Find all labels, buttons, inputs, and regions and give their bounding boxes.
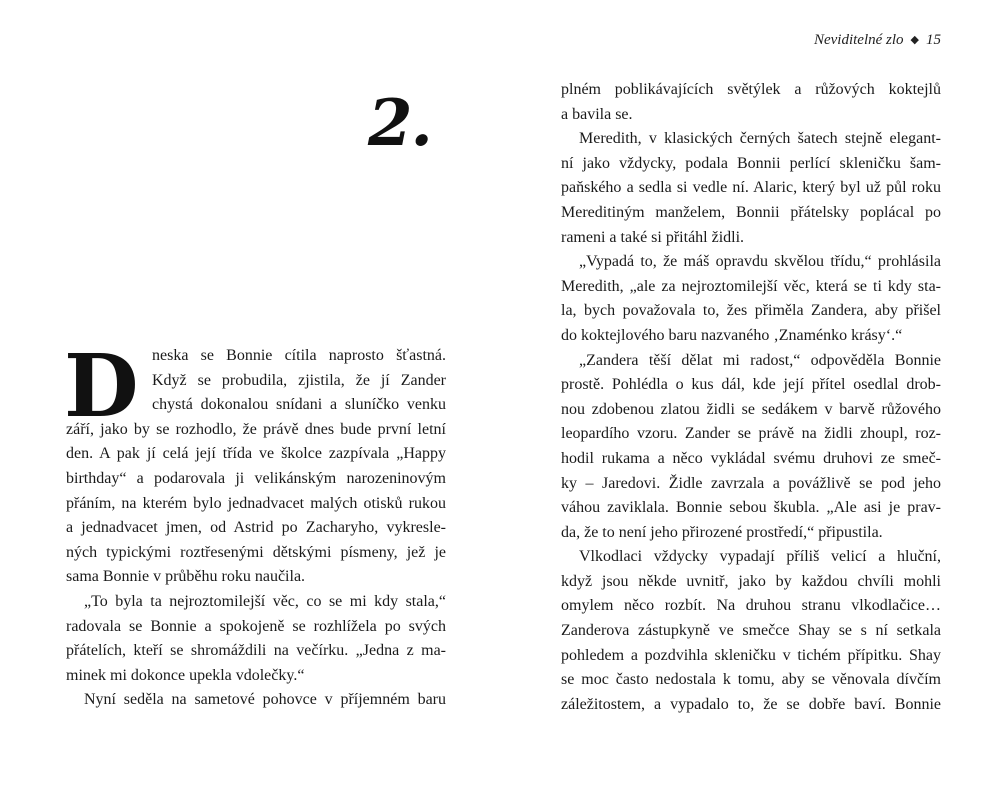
- text-line: přátelích, kteří se shromáždili na večírku. „Jedna z ma-: [66, 642, 446, 660]
- left-page: [0, 0, 502, 800]
- text-line: neska se Bonnie cítila naprosto šťastná.: [152, 347, 446, 364]
- text-line: birthday“ a podarovala ji velikánským narozeninovým: [66, 469, 446, 487]
- text-line: Zanderova zástupkyně ve smečce Shay se s ní setkala: [561, 622, 941, 640]
- text-line: Meredith, „ale za nejroztomilejší věc, která se ti kdy sta-: [561, 277, 941, 295]
- left-page-text: [64, 336, 446, 713]
- text-line: se moc často nedostala k tomu, aby se věnovala dívčím: [561, 671, 941, 689]
- text-line: ných typickými roztřesenými dětskými písmeny, jež je: [66, 543, 446, 561]
- text-line: Nyní seděla na sametové pohovce v příjemném baru: [84, 691, 446, 709]
- chapter-number: 2.: [368, 86, 431, 161]
- text-line: a bavila se.: [561, 105, 633, 123]
- text-line: Vlkodlaci vždycky vypadají příliš velicí a hluční,: [579, 548, 941, 566]
- text-line: září, jako by se rozhodlo, že právě dnes bude první letní: [66, 420, 446, 438]
- text-line: paňského a sedla si vedle ní. Alaric, který byl už půl roku: [561, 179, 941, 197]
- text-line: ky – Jaredovi. Židle zavrzala a povážlivě se pod jeho: [561, 474, 941, 492]
- book-title: Neviditelné zlo: [813, 32, 904, 48]
- text-line: Meredith, v klasických černých šatech stejně elegant-: [579, 130, 941, 148]
- text-line: nou zdobenou zlatou židli se sedákem v barvě růžového: [561, 400, 941, 418]
- text-line: ní jako vždycky, podala Bonnii perlící skleničku šam-: [561, 154, 941, 172]
- text-line: do koktejlového baru nazvaného ‚Znaménko krásy‘.“: [561, 326, 903, 344]
- text-line: pohledem a pozdvihla skleničku v tichém přípitku. Shay: [561, 646, 941, 664]
- text-line: rameni a také si přitáhl židli.: [561, 228, 745, 246]
- text-line: den. A pak jí celá její třída ve školce zazpívala „Happy: [66, 445, 446, 463]
- text-line: Mereditiným manželem, Bonnii přátelsky poplácal po: [561, 203, 941, 221]
- right-page-text: [561, 78, 941, 717]
- text-line: váhou zaviklala. Bonnie sebou škubla. „Ale asi je prav-: [561, 499, 941, 517]
- diamond-separator-icon: ◆: [910, 34, 919, 46]
- text-line: „To byla ta nejroztomilejší věc, co se mi kdy stala,“: [84, 592, 446, 610]
- text-line: da, že to není jeho přirozené prostředí,“ připustila.: [561, 523, 883, 541]
- text-line: plném poblikávajících světýlek a růžových koktejlů: [561, 81, 941, 98]
- text-line: když jsou někde uvnitř, jako by každou chvíli mohli: [561, 572, 941, 590]
- text-line: radovala se Bonnie a spokojeně se rozhlížela po svých: [66, 617, 446, 635]
- text-line: sama Bonnie v průběhu roku naučila.: [66, 568, 306, 586]
- text-line: „Vypadá to, že máš opravdu skvělou třídu,“ prohlásila: [579, 253, 941, 271]
- text-line: leopardího vzoru. Zander se právě na židli zhoupl, roz-: [561, 425, 941, 443]
- text-line: přáním, na kterém bylo jednadvacet malých otisků rukou: [66, 494, 446, 512]
- drop-cap: D: [64, 336, 139, 437]
- text-line: omylem něco rozbít. Na druhou stranu vlkodlačice…: [561, 597, 941, 615]
- text-line: Když se probudila, zjistila, že jí Zander: [152, 371, 446, 389]
- text-line: chystá dokonalou snídani a sluníčko venku: [152, 396, 446, 414]
- text-line: „Zandera těší dělat mi radost,“ odpověděla Bonnie: [579, 351, 941, 369]
- text-line: prostě. Pohlédla o kus dál, kde její přítel osedlal drob-: [561, 376, 941, 394]
- right-page: [502, 0, 1005, 800]
- page-number: 15: [926, 32, 941, 48]
- running-header: [814, 30, 941, 51]
- text-line: a jednadvacet jmen, od Astrid po Zacharyho, vykresle-: [66, 519, 446, 537]
- text-line: hodil rukama a něco vykládal svému druhovi ze smeč-: [561, 449, 941, 467]
- text-line: minek mi dokonce upekla vdolečky.“: [66, 666, 305, 684]
- text-line: záležitostem, a vypadalo to, že se dobře baví. Bonnie: [561, 695, 941, 713]
- text-line: la, bych považovala to, žes přiměla Zandera, aby přišel: [561, 302, 941, 320]
